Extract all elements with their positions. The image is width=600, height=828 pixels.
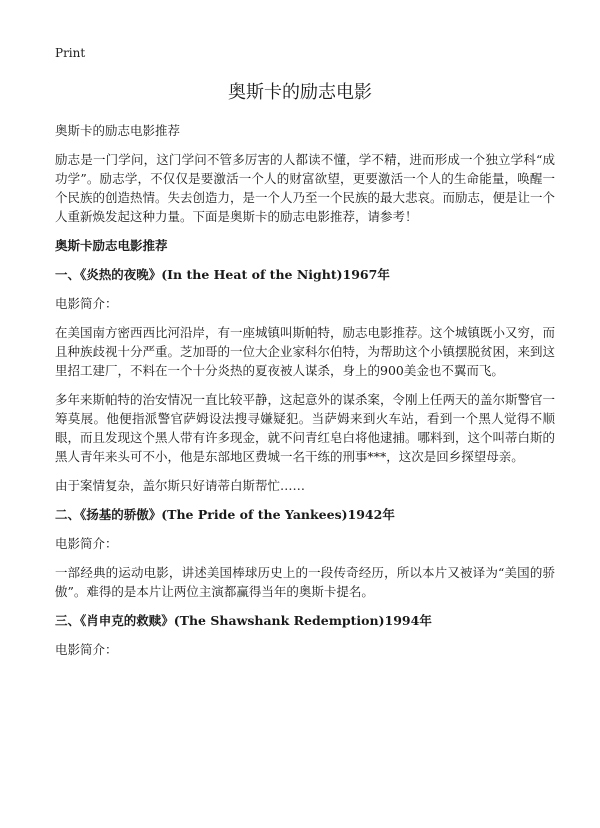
film-2-paragraph-1: 一部经典的运动电影，讲述美国棒球历史上的一段传奇经历，所以本片又被译为“美国的骄傲”。难得的是本片让两位主演都赢得当年的奥斯卡提名。 [55, 565, 555, 599]
film-1-paragraph-1: 在美国南方密西西比河沿岸，有一座城镇叫斯帕特，励志电影推荐。这个城镇既小又穷，而且种族歧视十分严重。芝加哥的一位大企业家科尔伯特，为帮助这个小镇摆脱贫困，来到这里招工建厂，不料在一个十分炎热的夏夜被人谋杀，身上的900美金也不翼而飞。 [55, 325, 556, 378]
film-heading-3: 三、《肖申克的救赎》(The Shawshank Redemption)1994年 [55, 613, 432, 628]
film-1-paragraph-2: 多年来斯帕特的治安情况一直比较平静，这起意外的谋杀案，令刚上任两天的盖尔斯警官一筹莫展。他便指派警官萨姆设法搜寻嫌疑犯。当萨姆来到火车站，看到一个黑人觉得不顺眼，而且发现这个黑人带有许多现金，就不问青红皂白将他逮捕。哪料到，这个叫蒂白斯的黑人青年来头可不小，他是东部地区费城一名干练的刑事***，这次是回乡探望母亲。 [55, 392, 556, 464]
section-heading: 奥斯卡励志电影推荐 [55, 238, 168, 253]
film-1-paragraph-3: 由于案情复杂，盖尔斯只好请蒂白斯帮忙…… [55, 478, 306, 493]
film-intro-label-3: 电影简介： [55, 642, 118, 657]
document-title: 奥斯卡的励志电影 [228, 82, 372, 103]
document-subtitle: 奥斯卡的励志电影推荐 [55, 123, 181, 138]
document-body [55, 121, 555, 669]
film-heading-1: 一、《炎热的夜晚》(In the Heat of the Night)1967年 [55, 267, 390, 282]
film-intro-label-2: 电影简介： [55, 536, 118, 551]
film-intro-label-1: 电影简介： [55, 296, 118, 311]
intro-paragraph: 励志是一门学问，这门学问不管多厉害的人都读不懂，学不精，进而形成一个独立学科“成功学”。励志学，不仅仅是要激活一个人的财富欲望，更要激活一个人的生命能量，唤醒一个民族的创造热情。失去创造力，是一个人乃至一个民族的最大悲哀。而励志，便是让一个人重新焕发起这种力量。下面是奥斯卡的励志电影推荐，请参考！ [55, 152, 556, 224]
film-heading-2: 二、《扬基的骄傲》(The Pride of the Yankees)1942年 [55, 507, 395, 522]
print-label: Print [55, 46, 86, 60]
